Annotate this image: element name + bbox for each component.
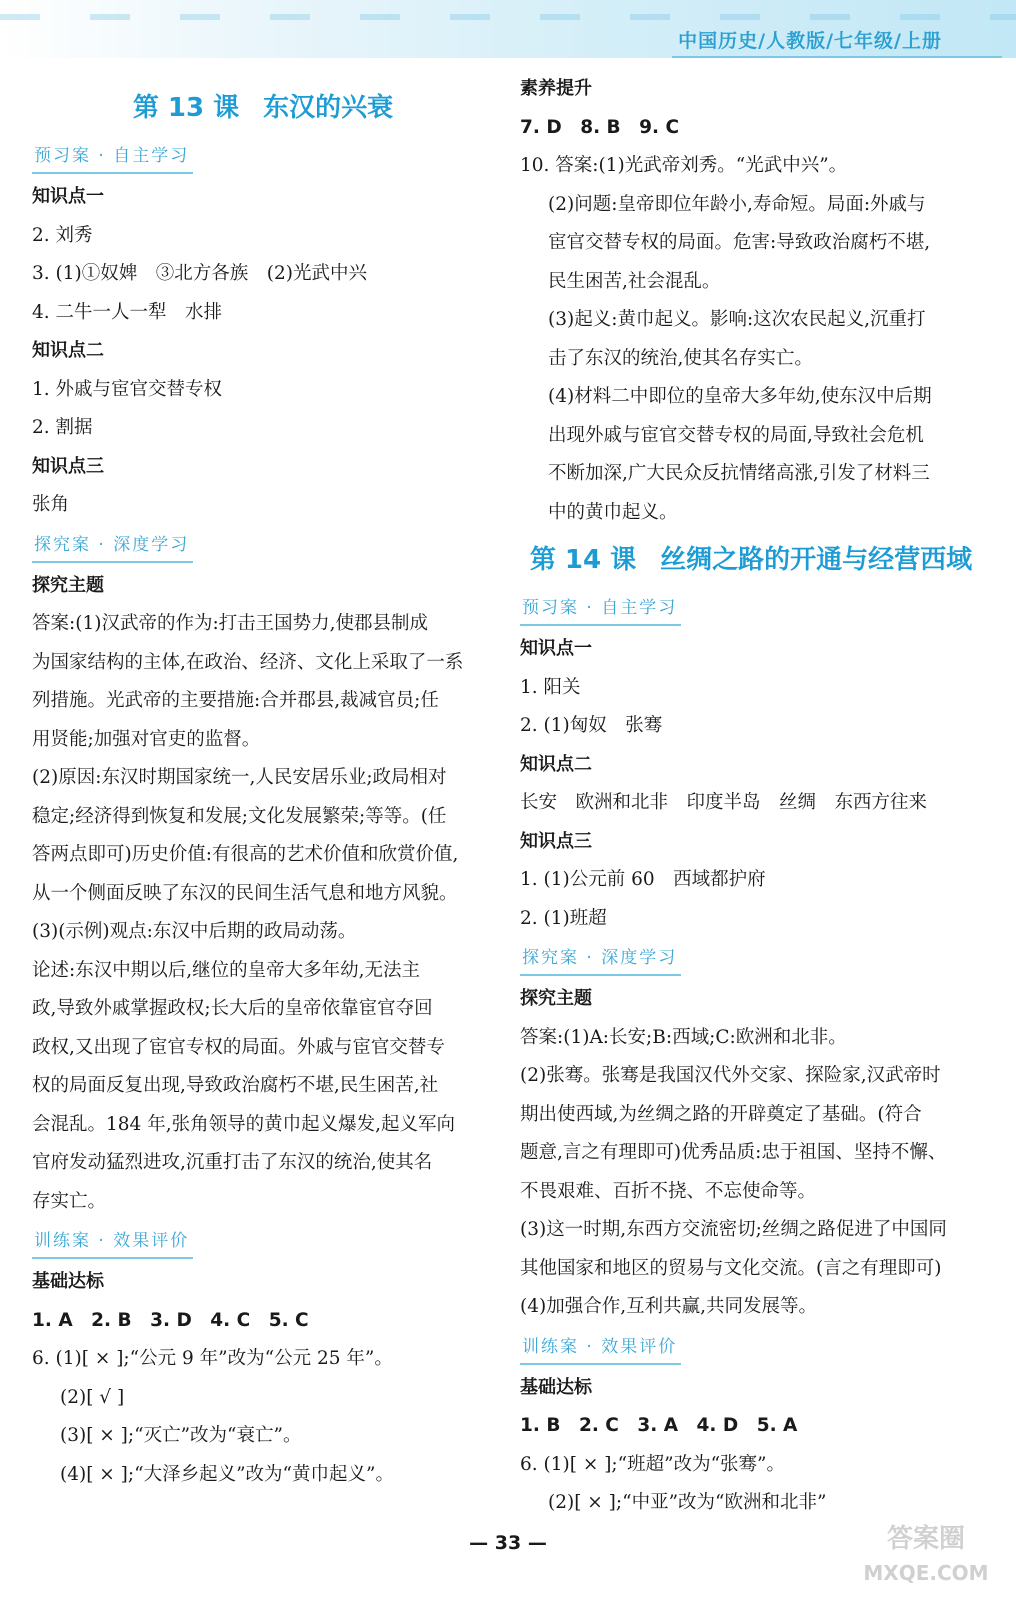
answer-line: (2)问题:皇帝即位年龄小,寿命短。局面:外戚与 xyxy=(548,193,926,215)
section-tag-preview: 预习案 · 自主学习 xyxy=(520,594,681,626)
answer-line: 1. 阳关 xyxy=(520,676,581,698)
answer-line: 答案:(1)A:长安;B:西域;C:欧洲和北非。 xyxy=(520,1026,847,1048)
answer-line: 民生困苦,社会混乱。 xyxy=(548,270,721,292)
answer-line: 宦官交替专权的局面。危害:导致政治腐朽不堪, xyxy=(548,232,931,253)
answer-line: 从一个侧面反映了东汉的民间生活气息和地方风貌。 xyxy=(32,882,458,904)
lesson-number: 第 13 课 xyxy=(132,93,240,123)
judge-answer: (2)[ √ ] xyxy=(60,1386,125,1408)
answer-line: 答两点即可)历史价值:有很高的艺术价值和欣赏价值, xyxy=(32,844,459,865)
answer-line: 2. (1)班超 xyxy=(520,907,607,929)
knowledge-point-heading: 知识点二 xyxy=(520,753,592,775)
improve-heading: 素养提升 xyxy=(520,78,592,99)
answer-line: (2)原因:东汉时期国家统一,人民安居乐业;政局相对 xyxy=(32,767,447,788)
answer-line: 权的局面反复出现,导致政治腐朽不堪,民生困苦,社 xyxy=(32,1075,439,1096)
answer-line: (4)材料二中即位的皇帝大多年幼,使东汉中后期 xyxy=(548,386,932,407)
choice-answers: 1. B 2. C 3. A 4. D 5. A xyxy=(520,1415,798,1436)
left-column xyxy=(32,80,494,1494)
basic-heading: 基础达标 xyxy=(32,1271,104,1292)
section-tag-training: 训练案 · 效果评价 xyxy=(520,1333,681,1365)
answer-line: 3. (1)①奴婢 ③北方各族 (2)光武中兴 xyxy=(32,263,367,284)
answer-line: (3)起义:黄巾起义。影响:这次农民起义,沉重打 xyxy=(548,309,926,330)
book-label: 中国历史/人教版/七年级/上册 xyxy=(678,30,942,52)
header-divider xyxy=(672,56,1002,58)
answer-line: 会混乱。184 年,张角领导的黄巾起义爆发,起义军向 xyxy=(32,1113,455,1135)
answer-line: 期出使西域,为丝绸之路的开辟奠定了基础。(符合 xyxy=(520,1103,922,1125)
lesson-number: 第 14 课 xyxy=(529,545,637,575)
answer-line: 答案:(1)汉武帝的作为:打击王国势力,使郡县制成 xyxy=(32,613,429,634)
explore-heading: 探究主题 xyxy=(32,574,104,596)
header-decoration xyxy=(0,14,1016,20)
answer-line: 张角 xyxy=(32,494,70,515)
answer-line: 击了东汉的统治,使其名存实亡。 xyxy=(548,347,813,369)
answer-line: 为国家结构的主体,在政治、经济、文化上采取了一系 xyxy=(32,651,464,673)
answer-line: 列措施。光武帝的主要措施:合并郡县,裁减官员;任 xyxy=(32,690,439,711)
answer-line: 不断加深,广大民众反抗情绪高涨,引发了材料三 xyxy=(548,463,930,484)
answer-line: 4. 二牛一人一犁 水排 xyxy=(32,301,223,323)
basic-heading: 基础达标 xyxy=(520,1376,592,1398)
answer-line: 存实亡。 xyxy=(32,1190,107,1212)
answer-line: 出现外戚与宦官交替专权的局面,导致社会危机 xyxy=(548,424,924,446)
choice-answers: 7. D 8. B 9. C xyxy=(520,116,680,138)
judge-answer: 6. (1)[ × ];“班超”改为“张骞”。 xyxy=(520,1453,785,1475)
answer-line: 论述:东汉中期以后,继位的皇帝大多年幼,无法主 xyxy=(32,959,420,981)
answer-line: 政权,又出现了宦官专权的局面。外戚与宦官交替专 xyxy=(32,1036,445,1058)
answer-line: 用贤能;加强对官吏的监督。 xyxy=(32,728,261,750)
section-tag-preview: 预习案 · 自主学习 xyxy=(32,142,193,174)
knowledge-point-heading: 知识点三 xyxy=(520,830,592,852)
answer-line: 2. 刘秀 xyxy=(32,224,93,246)
right-column xyxy=(520,70,982,1523)
page-number: — 33 — xyxy=(469,1532,547,1554)
explore-heading: 探究主题 xyxy=(520,988,592,1009)
knowledge-point-heading: 知识点一 xyxy=(520,638,592,659)
section-tag-explore: 探究案 · 深度学习 xyxy=(32,531,193,563)
answer-line: 10. 答案:(1)光武帝刘秀。“光武中兴”。 xyxy=(520,155,848,176)
section-tag-explore: 探究案 · 深度学习 xyxy=(520,944,681,976)
answer-line: 官府发动猛烈进攻,沉重打击了东汉的统治,使其名 xyxy=(32,1152,433,1173)
answer-line: (4)加强合作,互利共赢,共同发展等。 xyxy=(520,1296,817,1317)
watermark-logo xyxy=(856,1522,996,1592)
knowledge-point-heading: 知识点一 xyxy=(32,186,104,207)
answer-line: 中的黄巾起义。 xyxy=(548,501,678,523)
judge-answer: (2)[ × ];“中亚”改为“欧洲和北非” xyxy=(548,1492,827,1513)
answer-line: 题意,言之有理即可)优秀品质:忠于祖国、坚持不懈、 xyxy=(520,1142,947,1163)
judge-answer: 6. (1)[ × ];“公元 9 年”改为“公元 25 年”。 xyxy=(32,1348,393,1369)
answer-line: (3)(示例)观点:东汉中后期的政局动荡。 xyxy=(32,921,357,942)
answer-line: (3)这一时期,东西方交流密切;丝绸之路促进了中国同 xyxy=(520,1219,947,1240)
answer-line: 2. (1)匈奴 张骞 xyxy=(520,715,663,736)
lesson-name: 东汉的兴衰 xyxy=(263,93,394,123)
answer-line: 长安 欧洲和北非 印度半岛 丝绸 东西方往来 xyxy=(520,792,928,813)
judge-answer: (4)[ × ];“大泽乡起义”改为“黄巾起义”。 xyxy=(60,1463,394,1485)
judge-answer: (3)[ × ];“灭亡”改为“衰亡”。 xyxy=(60,1425,302,1446)
lesson-13-title xyxy=(32,80,494,136)
lesson-14-title xyxy=(520,532,982,588)
answer-line: 1. (1)公元前 60 西域都护府 xyxy=(520,869,766,890)
answer-line: 政,导致外戚掌握政权;长大后的皇帝依靠宦官夺回 xyxy=(32,998,433,1019)
watermark-text: 答案圈 xyxy=(886,1524,965,1554)
answer-line: 不畏艰难、百折不挠、不忘使命等。 xyxy=(520,1180,817,1202)
answer-line: 1. 外戚与宦官交替专权 xyxy=(32,378,223,400)
answer-line: 其他国家和地区的贸易与文化交流。(言之有理即可) xyxy=(520,1257,942,1279)
choice-answers: 1. A 2. B 3. D 4. C 5. C xyxy=(32,1309,309,1331)
knowledge-point-heading: 知识点三 xyxy=(32,455,104,477)
section-tag-training: 训练案 · 效果评价 xyxy=(32,1227,193,1259)
knowledge-point-heading: 知识点二 xyxy=(32,340,104,361)
answer-line: 稳定;经济得到恢复和发展;文化发展繁荣;等等。(任 xyxy=(32,805,447,827)
watermark-url: MXQE.COM xyxy=(863,1561,989,1585)
answer-line: (2)张骞。张骞是我国汉代外交家、探险家,汉武帝时 xyxy=(520,1065,941,1086)
answer-line: 2. 割据 xyxy=(32,417,93,438)
lesson-name: 丝绸之路的开通与经营西域 xyxy=(660,545,973,575)
